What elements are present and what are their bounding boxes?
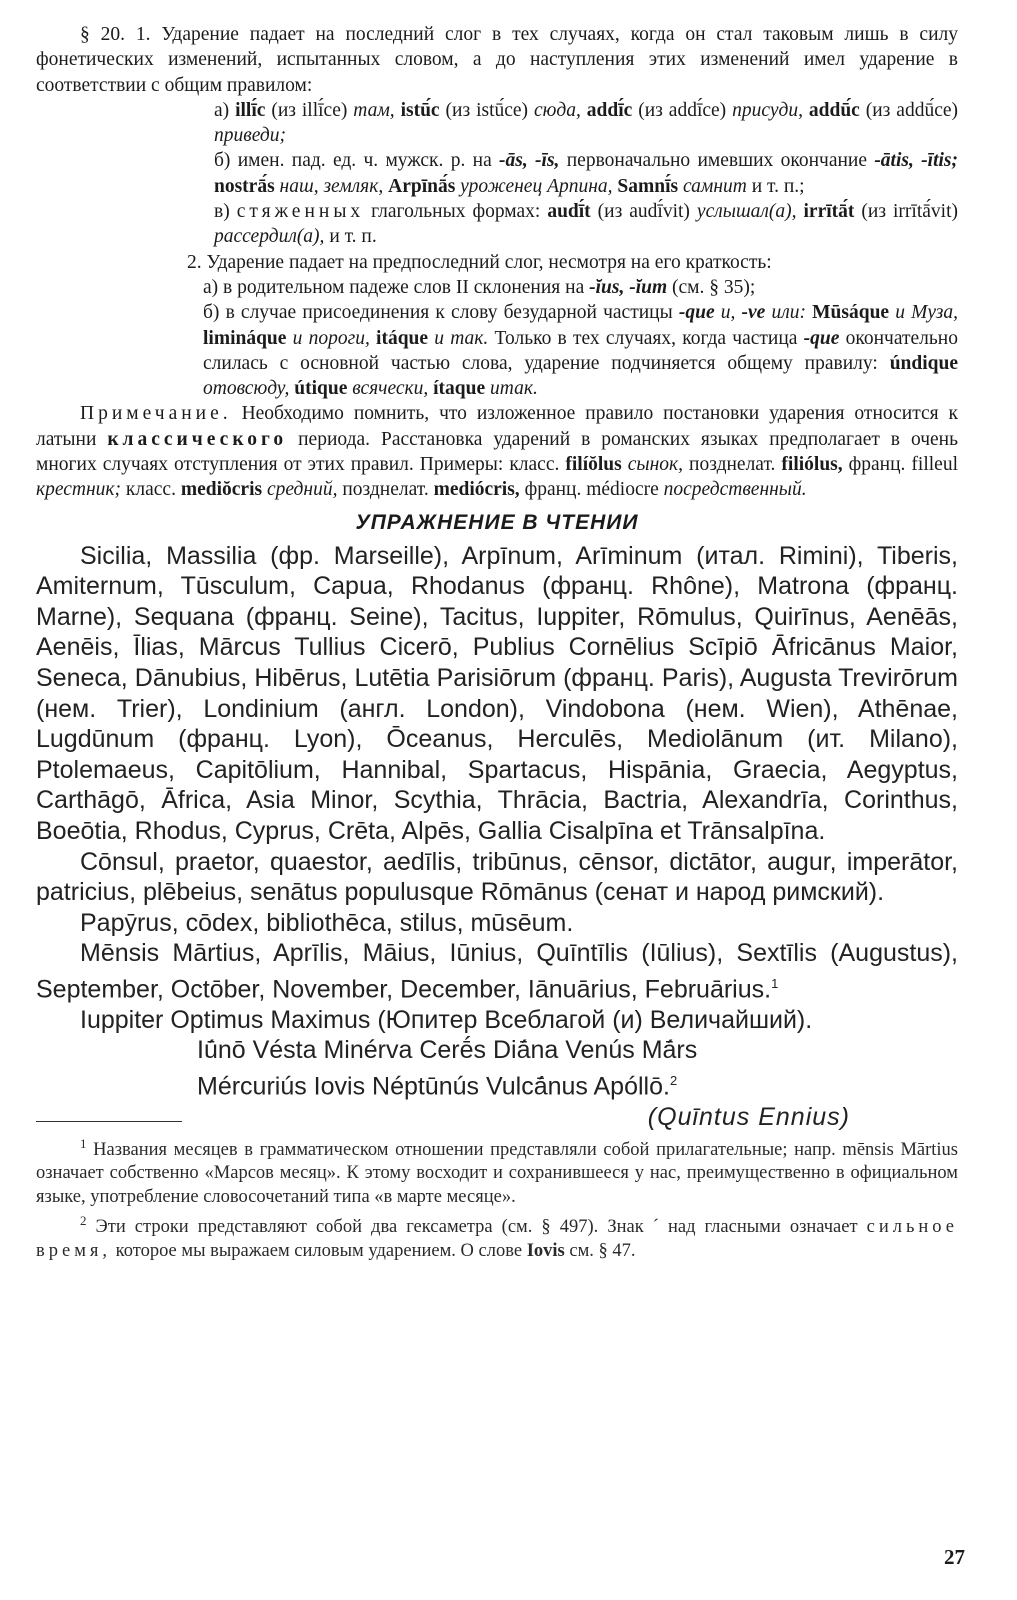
exercise-title: УПРАЖНЕНИЕ В ЧТЕНИИ [355, 510, 639, 534]
reading-paragraph-objects: Papȳrus, cōdex, bibliothēca, stilus, mūsēum. [80, 908, 574, 937]
rule-1c: в) стяженных глагольных формах: audī́t (из audī́vit) услышал(а), irrītā́t (из irrītā́vit) рассердил(а), и т. п. [214, 201, 958, 248]
page-number: 27 [944, 1545, 965, 1569]
section-20-intro: § 20. 1. Ударение падает на последний слог в тех случаях, когда он стал таковым лишь в силу фонетических изменений, испытанных словом, а до наступления этих изменений имел ударение в соответствии с общим правилом: [36, 24, 958, 96]
reading-paragraph-names: Sicilia, Massilia (фр. Marseille), Arpīnum, Arīminum (итал. Rimini), Tiberis, Amiternum, Tūsculum, Capua, Rhodanus (франц. Rhône), Matrona (франц. Marne), Sequana (франц. Seine), Tacitus, Iuppiter, Rōmulus, Quirīnus, Aenēās, Aenēis, Īlias, Mārcus Tullius Cicerō, Publius Cornēlius Scīpiō Āfricānus Maior, Seneca, Dānubius, Hibērus, Lutētia Parisiōrum (франц. Paris), Augusta Trevirōrum (нем. Trier), Londinium (англ. London), Vindobona (нем. Wien), Athēnae, Lugdūnum (франц. Lyon), Ōceanus, Herculēs, Mediolānum (ит. Milano), Ptolemaeus, Capitōlium, Hannibal, Spartacus, Hispānia, Graecia, Aegyptus, Carthāgō, Āfrica, Asia Minor, Scythia, Thrācia, Bactria, Alexandrīa, Corinthus, Boeōtia, Rhodus, Cyprus, Crēta, Alpēs, Gallia Cisalpīna et Trānsalpīna. [36, 541, 958, 845]
verse-author: (Quīntus Ennius) [647, 1102, 850, 1131]
rule-2a: а) в родительном падеже слов II склонения на -ĭus, -ĭum (см. § 35); [203, 276, 756, 298]
rule-2: 2. Ударение падает на предпоследний слог, несмотря на его краткость: [187, 251, 772, 273]
reading-paragraph-offices: Cōnsul, praetor, quaestor, aedīlis, tribūnus, cēnsor, dictātor, augur, imperātor, patricius, plēbeius, senātus populusque Rōmānus (сенат и народ римский). [36, 847, 958, 907]
verse-line-1: Iuppiter Optimus Maximus (Юпитер Всеблагой (и) Величайший). [80, 1005, 813, 1034]
footnote-ref-2[interactable]: 2 [669, 1073, 678, 1089]
footnote-2: $^2$ Эти строки представляют собой два гексаметра (см. § 497). Знак ´ над гласными означает сильное время, которое мы выражаем силовым ударением. О слове Iovis см. § 47. [36, 1213, 958, 1261]
page-content [36, 22, 958, 1263]
reading-paragraph-months: Mēnsis Mārtius, Aprīlis, Māius, Iūnius, Quīntīlis (Iūlius), Sextīlis (Augustus), September, Octōber, November, December, Iānuārius, Februārius.$^1$ [36, 939, 958, 1004]
note-label: Примечание. [80, 403, 232, 425]
rule-2b: б) в случае присоединения к слову безударной частицы -que и, -ve или: Mūsáque и Муза, limináque и пороги, itáque и так. Только в тех случаях, когда частица -que окончательно слилась с основной частью слова, ударение подчиняется общему правилу: úndique отовсюду, útique всячески, ítaque итак. [203, 302, 958, 400]
footnote-divider [36, 1121, 182, 1122]
rule-1a: а) illī́c (из illī́ce) там, istū́c (из istū́ce) сюда, addī́c (из addī́ce) присуди, addū́c (из addū́ce) приведи; [214, 99, 959, 147]
verse-line-3: Mércuriús Iovis Néptūnús Vulcā́nus Apóllō.$^2$ [197, 1072, 678, 1101]
footnote-ref-1[interactable]: 1 [771, 975, 779, 991]
footnote-1: $^1$ Названия месяцев в грамматическом отношении представляли собой прилагательные; напр. mēnsis Mārtius означает собственно «Марсов месяц». К этому восходит и сохранившееся у нас, преимущественно в официальном языке, употребление словосочетаний типа «в марте месяце». [36, 1135, 958, 1207]
note-paragraph: Примечание. Необходимо помнить, что изложенное правило постановки ударения относится к латыни классического периода. Расстановка ударений в романских языках предполагает в очень многих случаях отступления от этих правил. Примеры: класс. filíŏlus сынок, позднелат. filiólus, франц. filleul крестник; класс. mediŏcris средний, позднелат. mediócris, франц. médiocre посредственный. [36, 403, 958, 501]
verse-line-2: Iū́nō Vésta Minérva Cerḗs Diā́na Venús Mā́rs [197, 1036, 698, 1065]
rule-1b: б) имен. пад. ед. ч. мужск. р. на -ās, -īs, первоначально имевших окончание -ātis, -ītis; nostrā́s наш, земляк, Arpīnā́s уроженец Арпина, Samnī́s самнит и т. п.; [214, 150, 958, 197]
